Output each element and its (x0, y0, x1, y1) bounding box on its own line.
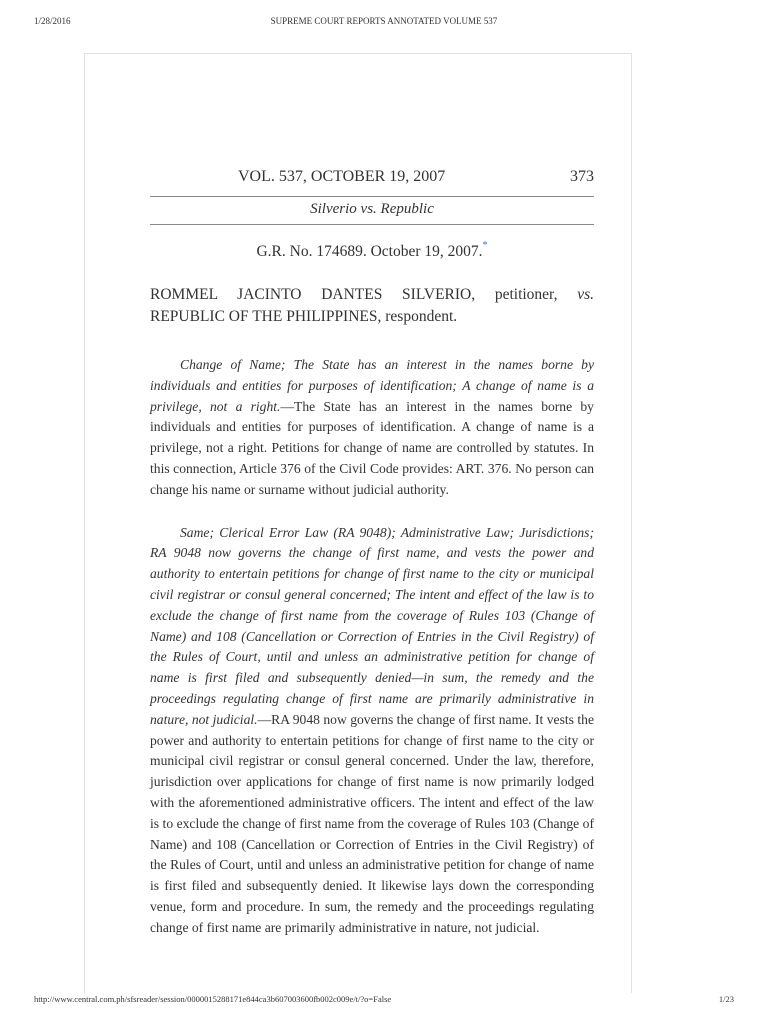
page-content (150, 168, 594, 939)
case-parties (150, 284, 594, 328)
syllabus (150, 355, 594, 939)
divider (150, 224, 594, 225)
gr-number (150, 240, 594, 261)
syllabus-body: —The State has an interest in the names borne by individuals and entities for purposes of identification. A change of name is a privilege, not a right. Petitions for change of name are controlled by statutes. In this connection, Article 376 of the Civil Code provides: ART. 376. No person can change his name or surname without judicial authority. (150, 398, 594, 497)
parties-line-1 (150, 284, 594, 306)
case-short-title: Silverio vs. Republic (310, 201, 434, 217)
print-header (34, 16, 734, 28)
print-title: SUPREME COURT REPORTS ANNOTATED VOLUME 537 (270, 16, 498, 26)
gr-number-text: G.R. No. 174689. October 19, 2007. (256, 243, 483, 260)
syllabus-heading: Change of Name; The State has an interest in the names borne by individuals and entities for purposes of identification; A change of name is a privilege, not a right. (150, 357, 594, 414)
print-footer (34, 994, 734, 1006)
versus-text: vs. (577, 286, 594, 303)
print-page-count: 1/23 (718, 994, 734, 1004)
syllabus-paragraph (150, 523, 594, 939)
page-number: 373 (570, 168, 594, 185)
running-head (150, 168, 594, 190)
syllabus-heading: Same; Clerical Error Law (RA 9048); Administrative Law; Jurisdictions; RA 9048 now governs the change of first name, and vests the power and authority to entertain petitions for change of first name to the city or municipal civil registrar or consul general concerned; The intent and effect of the law is to exclude the change of first name from the coverage of Rules 103 (Change of Name) and 108 (Cancellation or Correction of Entries in the Civil Registry) of the Rules of Court, until and unless an administrative petition for change of name is first filed and subsequently denied—in sum, the remedy and the proceedings regulating change of first name are primarily administrative in nature, not judicial. (150, 524, 594, 727)
print-date: 1/28/2016 (34, 16, 71, 26)
petitioner-text: ROMMEL JACINTO DANTES SILVERIO, petitioner, (150, 286, 558, 303)
syllabus-body: —RA 9048 now governs the change of first name. It vests the power and authority to entertain petitions for change of first name to the city or municipal civil registrar or consul general concerned. Under the law, therefore, jurisdiction over applications for change of first name is now primarily lodged with the aforementioned administrative officers. The intent and effect of the law is to exclude the change of first name from the coverage of Rules 103 (Change of Name) and 108 (Cancellation or Correction of Entries in the Civil Registry) of the Rules of Court, until and unless an administrative petition for change of name is first filed and subsequently denied. It likewise lays down the corresponding venue, form and procedure. In sum, the remedy and the proceedings regulating change of first name are primarily administrative in nature, not judicial. (150, 711, 594, 935)
footnote-link[interactable]: * (482, 240, 488, 251)
page-url: http://www.central.com.ph/sfsreader/session/0000015288171e844ca3b607003600fb002c009e/t/?o=False (34, 994, 392, 1004)
respondent-text: REPUBLIC OF THE PHILIPPINES, respondent. (150, 308, 458, 325)
syllabus-paragraph (150, 355, 594, 501)
volume-line: VOL. 537, OCTOBER 19, 2007 (238, 168, 446, 185)
